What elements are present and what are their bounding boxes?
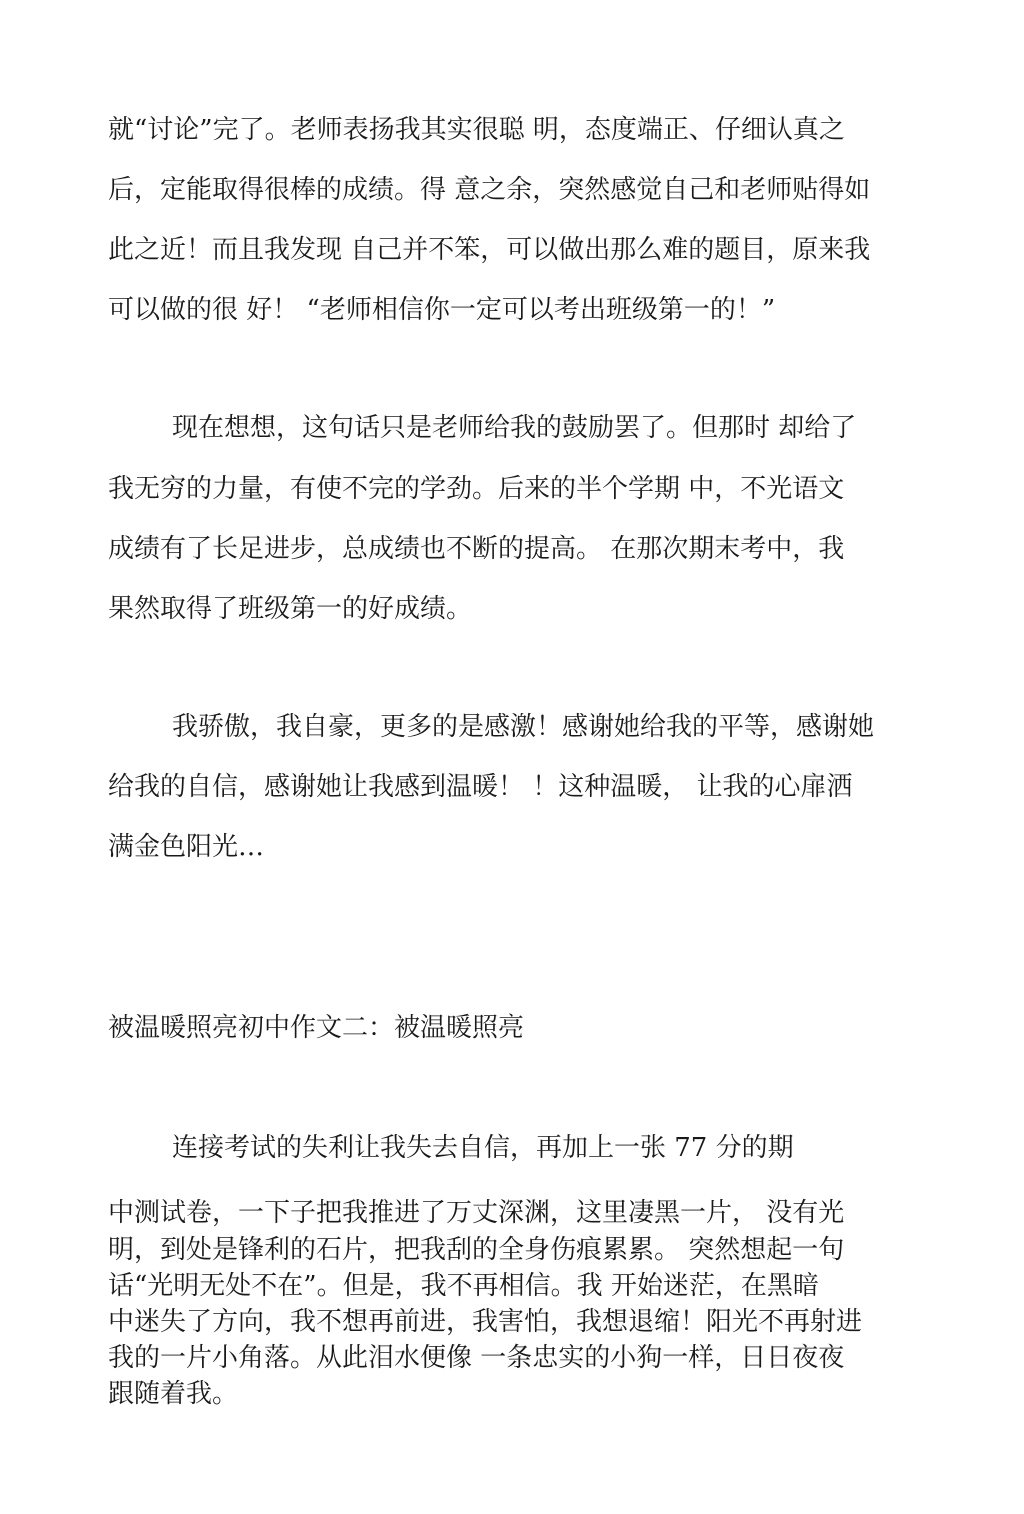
- paragraph-start-line: 连接考试的失利让我失去自信，再加上一张 77 分的期: [172, 1133, 794, 1163]
- text-line: 我的一片小角落。从此泪水便像 一条忠实的小狗一样，日日夜夜: [108, 1343, 845, 1373]
- text-line: 果然取得了班级第一的好成绩。: [108, 594, 473, 624]
- text-line: 给我的自信，感谢她让我感到温暖！ ！这种温暖， 让我的心扉洒: [108, 772, 853, 802]
- text-line: 中迷失了方向，我不想再前进，我害怕，我想退缩！阳光不再射进: [108, 1307, 863, 1337]
- text-line: 明，到处是锋利的石片，把我刮的全身伤痕累累。 突然想起一句: [108, 1235, 845, 1265]
- text-line: 可以做的很 好！ “老师相信你一定可以考出班级第一的！”: [108, 295, 776, 325]
- text-line: 成绩有了长足进步，总成绩也不断的提高。 在那次期末考中，我: [108, 534, 845, 564]
- text-line: 我无穷的力量，有使不完的学劲。后来的半个学期 中，不光语文: [108, 474, 845, 504]
- text-line: 中测试卷，一下子把我推进了万丈深渊，这里凄黑一片， 没有光: [108, 1198, 845, 1228]
- text-line: 满金色阳光…: [108, 832, 265, 862]
- text-line: 话“光明无处不在”。但是，我不再相信。我 开始迷茫，在黑暗: [108, 1271, 819, 1301]
- text-line: 后，定能取得很棒的成绩。得 意之余，突然感觉自己和老师贴得如: [108, 175, 871, 205]
- section-heading: 被温暖照亮初中作文二：被温暖照亮: [108, 1013, 525, 1043]
- paragraph-start-line: 现在想想，这句话只是老师给我的鼓励罢了。但那时 却给了: [172, 413, 857, 443]
- text-line: 就“讨论”完了。老师表扬我其实很聪 明，态度端正、仔细认真之: [108, 115, 845, 145]
- text-line: 此之近！而且我发现 自己并不笨，可以做出那么难的题目，原来我: [108, 235, 871, 265]
- text-line: 跟随着我。: [108, 1379, 239, 1409]
- paragraph-start-line: 我骄傲，我自豪，更多的是感激！感谢她给我的平等，感谢她: [172, 712, 875, 742]
